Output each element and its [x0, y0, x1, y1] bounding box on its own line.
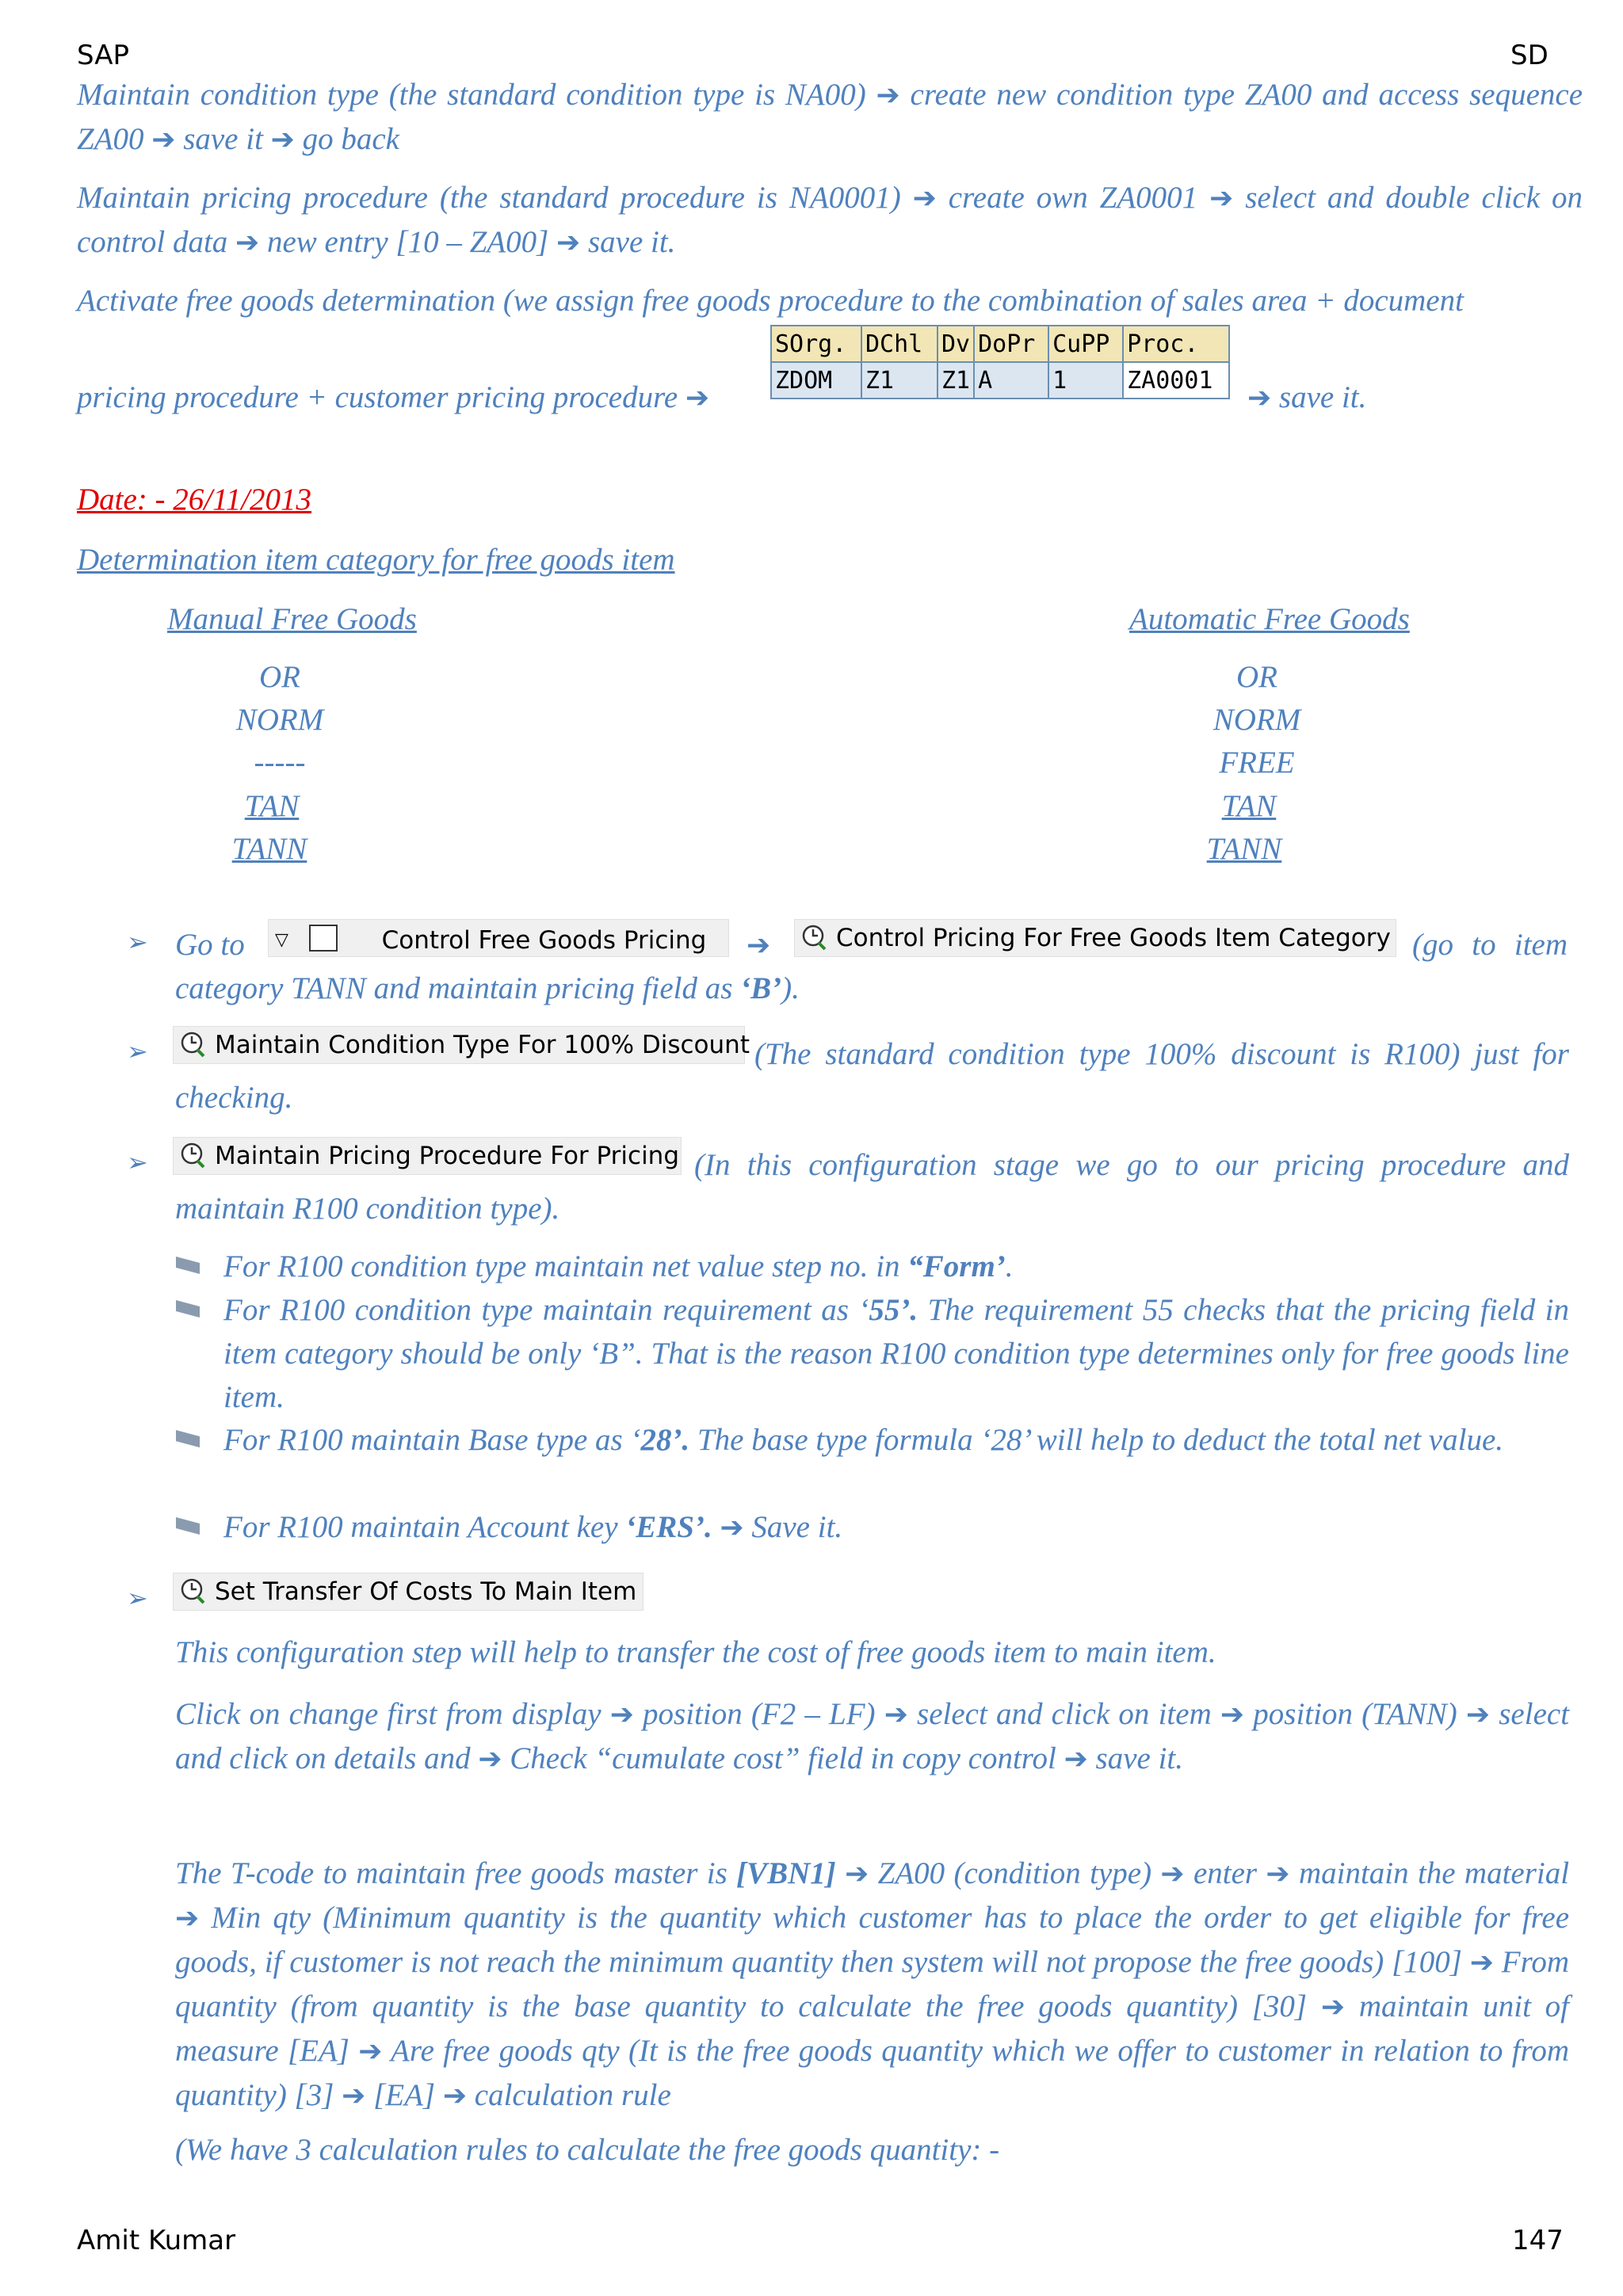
arrow-icon: ➔	[845, 1858, 869, 1890]
bullet2-text: (The standard condition type 100% discount is R100) just for checking.	[175, 1037, 1569, 1115]
maintain-pricing-procedure-button[interactable]: Maintain Pricing Procedure For Pricing	[173, 1137, 682, 1175]
bullet4-line2: Click on change first from display ➔ position (F2 – LF) ➔ select and click on item ➔ position (TANN) ➔ select and click on details and ➔ Check “cumulate cost” field in copy control ➔ save it.	[175, 1697, 1570, 1775]
bullet-arrow-icon: ➢	[127, 1583, 148, 1613]
sub-bullet-text: For R100 maintain Base type as ‘28’. The base type formula ‘28’ will help to deduct the total net value.	[223, 1423, 1504, 1457]
bullet1-text-part1: (go to item	[1412, 928, 1568, 962]
manual-item: NORM	[235, 703, 324, 737]
automatic-item: OR	[1236, 660, 1277, 694]
manual-item: TAN	[244, 789, 300, 823]
table-cell: A	[974, 362, 1048, 399]
bullet4-line1: This configuration step will help to transfer the cost of free goods item to main item.	[175, 1635, 1216, 1669]
document-clock-icon	[309, 925, 338, 952]
arrow-icon: ➔	[1266, 1858, 1290, 1890]
table-cell: Z1	[938, 362, 974, 399]
arrow-icon: ➔	[1465, 1699, 1491, 1731]
sub-bullet-icon	[176, 1430, 200, 1447]
vbn1-paragraph: The T-code to maintain free goods master is [VBN1] ➔ ZA00 (condition type) ➔ enter ➔ maintain the material ➔ Min qty (Minimum quantity is the quantity which customer has to place the order to get eligible for free goods, if customer is not reach the minimum quantity then system will not propose the free goods) [100] ➔ From quantity (from quantity is the base quantity to calculate the free goods quantity) [30] ➔ maintain unit of measure [EA] ➔ Are free goods qty (It is the free goods quantity which we offer to customer in relation to from quantity) [3] ➔ [EA] ➔ calculation rule	[175, 1856, 1570, 2112]
table-cell: Z1	[861, 362, 938, 399]
control-free-goods-pricing-node[interactable]: ▽ Control Free Goods Pricing	[268, 919, 729, 957]
arrow-icon: ➔	[342, 2080, 366, 2112]
arrow-icon: ➔	[478, 1743, 502, 1775]
column-header: DoPr	[974, 326, 1048, 362]
paragraph-activate-free-goods-cont: pricing procedure + customer pricing procedure ➔	[77, 380, 710, 414]
arrow-icon: ➔	[609, 1699, 634, 1731]
section-title: Determination item category for free goods item	[77, 543, 675, 577]
column-header: SOrg.	[771, 326, 861, 362]
calculation-rules-text: (We have 3 calculation rules to calculate the free goods quantity: -	[175, 2133, 1000, 2167]
arrow-icon: ➔	[1247, 382, 1272, 414]
sub-bullet-icon	[176, 1517, 200, 1535]
sub-bullet-icon	[176, 1300, 200, 1318]
table-cell: 1	[1048, 362, 1123, 399]
column-header: CuPP	[1048, 326, 1123, 362]
manual-item: -----	[254, 746, 306, 780]
manual-item: TANN	[231, 832, 307, 866]
maintain-condition-type-100-button[interactable]: Maintain Condition Type For 100% Discount	[173, 1026, 745, 1064]
bullet-arrow-icon: ➢	[127, 1036, 148, 1066]
column-header: Proc.	[1123, 326, 1229, 362]
arrow-icon: ➔	[270, 124, 295, 156]
clock-execute-icon	[801, 924, 828, 951]
arrow-icon: ➔	[442, 2080, 468, 2112]
automatic-item: FREE	[1219, 746, 1295, 780]
manual-item: OR	[259, 660, 300, 694]
footer-author: Amit Kumar	[77, 2225, 236, 2256]
set-transfer-of-costs-button[interactable]: Set Transfer Of Costs To Main Item	[173, 1573, 643, 1611]
header-left: SAP	[77, 40, 129, 71]
column-header: Dv	[938, 326, 974, 362]
header-right: SD	[1510, 40, 1549, 71]
date-heading: Date: - 26/11/2013	[77, 482, 312, 517]
paragraph-pricing-procedure: Maintain pricing procedure (the standard procedure is NA0001) ➔ create own ZA0001 ➔ select and double click on control data ➔ new entry [10 – ZA00] ➔ save it.	[77, 181, 1583, 259]
paragraph-activate-free-goods: Activate free goods determination (we assign free goods procedure to the combination of sales area + document	[77, 284, 1464, 318]
sub-bullet-text: For R100 condition type maintain requirement as ‘55’. The requirement 55 checks that the pricing field in item category should be only ‘B”. That is the reason R100 condition type determines only for free goods line item.	[223, 1293, 1569, 1414]
arrow-icon: ➔	[235, 227, 260, 259]
manual-free-goods-title: Manual Free Goods	[167, 602, 417, 636]
go-to-text: Go to	[175, 928, 245, 962]
arrow-icon: ➔	[1220, 1699, 1245, 1731]
expand-triangle-icon: ▽	[275, 930, 288, 950]
automatic-item: NORM	[1212, 703, 1301, 737]
page-number: 147	[1512, 2225, 1564, 2256]
table-cell: ZDOM	[771, 362, 861, 399]
clock-execute-icon	[180, 1577, 207, 1604]
control-pricing-item-category-button[interactable]: Control Pricing For Free Goods Item Category	[794, 919, 1396, 957]
column-header: DChl	[861, 326, 938, 362]
table-row	[771, 362, 1229, 399]
arrow-icon: ➔	[720, 1512, 744, 1544]
arrow-icon: ➔	[358, 2035, 383, 2068]
arrow-icon: ➔	[1064, 1743, 1088, 1775]
arrow-icon: ➔	[556, 227, 581, 259]
arrow-icon: ➔	[1320, 1991, 1346, 2023]
bullet-arrow-icon: ➢	[127, 1147, 148, 1177]
bullet1-text: category TANN and maintain pricing field as ‘B’).	[175, 971, 800, 1005]
table-cell: ZA0001	[1123, 362, 1229, 399]
arrow-icon: ➔	[884, 1699, 908, 1731]
sub-bullet-text: For R100 condition type maintain net value step no. in “Form’.	[223, 1249, 1014, 1283]
arrow-icon: ➔	[1469, 1947, 1494, 1979]
arrow-icon: ➔	[1160, 1858, 1185, 1890]
assignment-table	[770, 325, 1230, 399]
automatic-item: TANN	[1206, 832, 1282, 866]
arrow-icon: ➔	[151, 124, 176, 156]
arrow-icon: ➔	[685, 382, 710, 414]
arrow-icon: ➔	[1209, 182, 1234, 215]
bullet3-text: (In this configuration stage we go to our pricing procedure and maintain R100 condition type).	[175, 1148, 1569, 1226]
paragraph-condition-type: Maintain condition type (the standard condition type is NA00) ➔ create new condition type ZA00 and access sequence ZA00 ➔ save it ➔ go back	[77, 78, 1583, 156]
arrow-icon: ➔	[912, 182, 937, 215]
arrow-icon: ➔	[175, 1902, 200, 1935]
sub-bullet-text: For R100 maintain Account key ‘ERS’. ➔ Save it.	[223, 1510, 843, 1544]
table-header-row	[771, 326, 1229, 362]
automatic-item: TAN	[1221, 789, 1277, 823]
arrow-icon: ➔	[876, 79, 900, 112]
automatic-free-goods-title: Automatic Free Goods	[1129, 602, 1410, 636]
bullet-arrow-icon: ➢	[127, 927, 148, 957]
arrow-icon: ➔	[747, 929, 771, 962]
save-it-text: ➔ save it.	[1247, 380, 1367, 414]
sub-bullet-icon	[176, 1257, 200, 1274]
